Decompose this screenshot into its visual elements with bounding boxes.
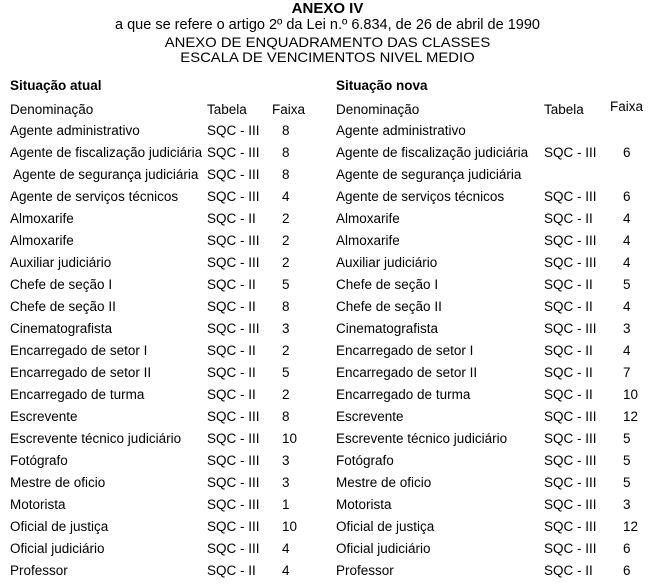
cell-tabela-new: SQC - III: [544, 497, 597, 512]
cell-faixa-current: 10: [282, 519, 298, 534]
cell-faixa-current: 10: [282, 431, 298, 446]
cell-faixa-current: 4: [282, 189, 290, 204]
cell-faixa-current: 8: [282, 145, 290, 160]
cell-faixa-current: 2: [282, 233, 290, 248]
cell-denomination-current: Professor: [10, 563, 68, 578]
cell-denomination-new: Encarregado de setor I: [336, 343, 474, 358]
cell-tabela-new: SQC - III: [544, 189, 597, 204]
cell-faixa-new: 5: [623, 453, 631, 468]
cell-tabela-new: SQC - III: [544, 409, 597, 424]
cell-tabela-current: SQC - III: [207, 409, 260, 424]
cell-denomination-current: Chefe de seção I: [10, 277, 113, 292]
cell-tabela-current: SQC - II: [207, 387, 256, 402]
cell-faixa-new: 5: [623, 475, 631, 490]
cell-faixa-new: 10: [623, 387, 639, 402]
cell-denomination-current: Escrevente: [10, 409, 78, 424]
cell-faixa-new: 5: [623, 277, 631, 292]
cell-denomination-new: Encarregado de turma: [336, 387, 471, 402]
cell-denomination-new: Chefe de seção II: [336, 299, 442, 314]
cell-denomination-current: Motorista: [10, 497, 66, 512]
cell-tabela-current: SQC - III: [207, 123, 260, 138]
cell-denomination-current: Encarregado de turma: [10, 387, 145, 402]
cell-tabela-new: SQC - II: [544, 563, 593, 578]
cell-faixa-new: 3: [623, 497, 631, 512]
cell-faixa-new: 4: [623, 299, 631, 314]
cell-faixa-new: 6: [623, 189, 631, 204]
cell-faixa-new: 4: [623, 233, 631, 248]
cell-tabela-current: SQC - II: [207, 365, 256, 380]
cell-tabela-new: SQC - III: [544, 431, 597, 446]
cell-denomination-current: Cinematografista: [10, 321, 113, 336]
cell-denomination-new: Mestre de oficio: [336, 475, 432, 490]
section-title-new: Situação nova: [336, 78, 428, 93]
cell-tabela-current: SQC - III: [207, 519, 260, 534]
cell-denomination-current: Encarregado de setor I: [10, 343, 148, 358]
cell-faixa-current: 3: [282, 453, 290, 468]
cell-faixa-new: 5: [623, 431, 631, 446]
cell-faixa-new: 4: [623, 211, 631, 226]
cell-denomination-new: Chefe de seção I: [336, 277, 439, 292]
cell-tabela-new: SQC - III: [544, 453, 597, 468]
section-title-current: Situação atual: [10, 78, 102, 93]
cell-tabela-current: SQC - II: [207, 343, 256, 358]
cell-denomination-new: Almoxarife: [336, 233, 400, 248]
cell-tabela-new: SQC - II: [544, 343, 593, 358]
cell-denomination-current: Escrevente técnico judiciário: [10, 431, 182, 446]
cell-faixa-current: 2: [282, 211, 290, 226]
cell-faixa-current: 4: [282, 541, 290, 556]
cell-faixa-new: 4: [623, 343, 631, 358]
cell-tabela-new: SQC - III: [544, 233, 597, 248]
cell-denomination-current: Agente administrativo: [10, 123, 140, 138]
cell-tabela-current: SQC - III: [207, 497, 260, 512]
cell-tabela-new: SQC - II: [544, 299, 593, 314]
cell-faixa-new: 3: [623, 321, 631, 336]
cell-denomination-new: Fotógrafo: [336, 453, 394, 468]
cell-denomination-current: Mestre de oficio: [10, 475, 106, 490]
cell-tabela-current: SQC - III: [207, 255, 260, 270]
cell-denomination-current: Agente de serviços técnicos: [10, 189, 179, 204]
cell-faixa-current: 8: [282, 167, 290, 182]
cell-tabela-current: SQC - II: [207, 563, 256, 578]
cell-tabela-current: SQC - III: [207, 189, 260, 204]
document-title: ANEXO IV: [291, 0, 364, 17]
cell-faixa-current: 8: [282, 409, 290, 424]
cell-denomination-new: Almoxarife: [336, 211, 400, 226]
cell-denomination-new: Cinematografista: [336, 321, 439, 336]
cell-tabela-new: SQC - II: [544, 277, 593, 292]
cell-faixa-current: 5: [282, 365, 290, 380]
cell-denomination-current: Almoxarife: [10, 211, 74, 226]
cell-faixa-current: 2: [282, 387, 290, 402]
document-caption-line1: ANEXO DE ENQUADRAMENTO DAS CLASSES: [164, 34, 491, 50]
cell-faixa-new: 6: [623, 145, 631, 160]
cell-faixa-new: 12: [623, 409, 639, 424]
cell-tabela-current: SQC - III: [207, 167, 260, 182]
cell-tabela-new: SQC - II: [544, 365, 593, 380]
cell-faixa-current: 3: [282, 475, 290, 490]
cell-faixa-current: 8: [282, 299, 290, 314]
cell-tabela-new: SQC - II: [544, 211, 593, 226]
cell-denomination-new: Oficial de justiça: [336, 519, 435, 534]
column-header-tabela-current: Tabela: [207, 102, 247, 117]
cell-tabela-current: SQC - II: [207, 299, 256, 314]
cell-denomination-new: Oficial judiciário: [336, 541, 431, 556]
column-header-tabela-new: Tabela: [544, 102, 584, 117]
cell-tabela-new: SQC - III: [544, 145, 597, 160]
cell-denomination-current: Fotógrafo: [10, 453, 68, 468]
column-header-faixa-current: Faixa: [272, 102, 306, 117]
cell-tabela-current: SQC - III: [207, 233, 260, 248]
cell-tabela-current: SQC - III: [207, 145, 260, 160]
cell-faixa-new: 6: [623, 541, 631, 556]
cell-tabela-current: SQC - II: [207, 277, 256, 292]
column-header-denomination-current: Denominação: [10, 102, 94, 117]
cell-tabela-current: SQC - III: [207, 321, 260, 336]
cell-denomination-current: Auxiliar judiciário: [10, 255, 112, 270]
cell-faixa-current: 8: [282, 123, 290, 138]
cell-denomination-new: Auxiliar judiciário: [336, 255, 438, 270]
cell-tabela-current: SQC - III: [207, 431, 260, 446]
cell-denomination-new: Agente de segurança judiciária: [336, 167, 522, 182]
cell-tabela-current: SQC - II: [207, 211, 256, 226]
cell-denomination-new: Encarregado de setor II: [336, 365, 478, 380]
cell-denomination-new: Escrevente técnico judiciário: [336, 431, 508, 446]
cell-tabela-new: SQC - III: [544, 541, 597, 556]
cell-denomination-new: Escrevente: [336, 409, 404, 424]
document-caption-line2: ESCALA DE VENCIMENTOS NIVEL MEDIO: [180, 49, 475, 65]
cell-tabela-current: SQC - III: [207, 453, 260, 468]
cell-tabela-new: SQC - III: [544, 519, 597, 534]
cell-denomination-new: Motorista: [336, 497, 392, 512]
cell-tabela-new: SQC - III: [544, 475, 597, 490]
cell-faixa-current: 2: [282, 343, 290, 358]
cell-faixa-current: 2: [282, 255, 290, 270]
cell-faixa-current: 3: [282, 321, 290, 336]
cell-denomination-current: Oficial judiciário: [10, 541, 105, 556]
cell-faixa-new: 4: [623, 255, 631, 270]
cell-tabela-new: SQC - III: [544, 321, 597, 336]
cell-denomination-new: Agente administrativo: [336, 123, 466, 138]
cell-faixa-current: 1: [282, 497, 290, 512]
cell-denomination-current: Encarregado de setor II: [10, 365, 152, 380]
cell-tabela-current: SQC - III: [207, 541, 260, 556]
cell-faixa-new: 7: [623, 365, 631, 380]
cell-denomination-new: Agente de fiscalização judiciária: [336, 145, 529, 160]
cell-denomination-new: Agente de serviços técnicos: [336, 189, 505, 204]
cell-tabela-new: SQC - II: [544, 387, 593, 402]
column-header-faixa-new: Faixa: [610, 99, 644, 114]
cell-faixa-new: 6: [623, 563, 631, 578]
cell-denomination-current: Oficial de justiça: [10, 519, 109, 534]
cell-faixa-current: 5: [282, 277, 290, 292]
cell-tabela-new: SQC - III: [544, 255, 597, 270]
cell-faixa-current: 4: [282, 563, 290, 578]
cell-denomination-current: Agente de segurança judiciária: [10, 167, 199, 182]
cell-denomination-current: Agente de fiscalização judiciária: [10, 145, 203, 160]
cell-tabela-current: SQC - III: [207, 475, 260, 490]
document-subtitle: a que se refere o artigo 2º da Lei n.º 6.834, de 26 de abril de 1990: [115, 17, 540, 33]
column-header-denomination-new: Denominação: [336, 102, 420, 117]
cell-denomination-new: Professor: [336, 563, 394, 578]
cell-denomination-current: Almoxarife: [10, 233, 74, 248]
cell-denomination-current: Chefe de seção II: [10, 299, 116, 314]
cell-faixa-new: 12: [623, 519, 639, 534]
